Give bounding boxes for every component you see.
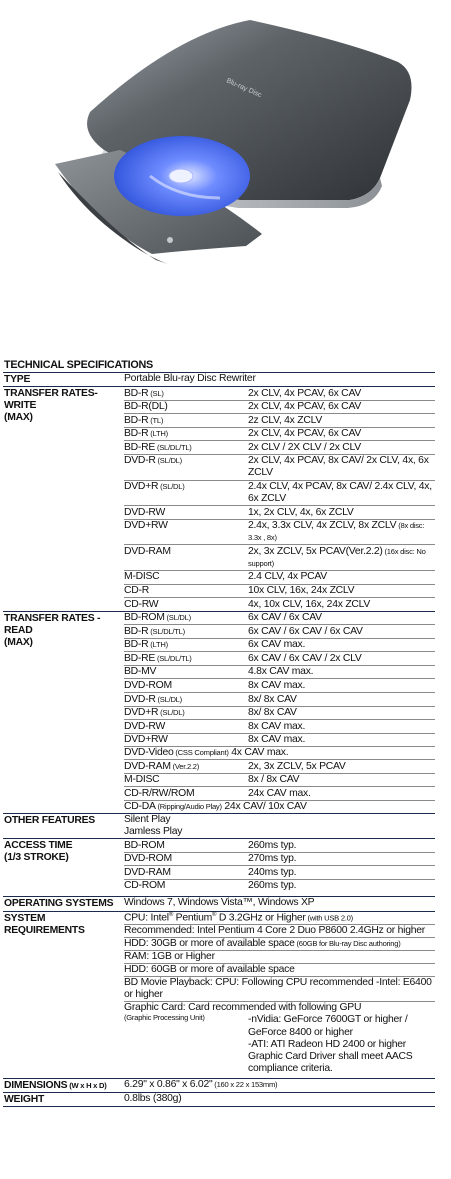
disc-type: DVD-ROM: [124, 853, 172, 865]
spec-row: [124, 719, 435, 733]
sysreq-ram: RAM: 1GB or Higher: [124, 950, 435, 963]
type-group: [3, 372, 435, 386]
other-features-group: [3, 813, 435, 838]
speed-value: 4.8x CAV max.: [248, 666, 314, 678]
spec-row: [124, 584, 435, 598]
speed-value: 2.4x CLV, 4x PCAV, 8x CAV/ 2.4x CLV, 4x, 6x ZCLV: [248, 481, 432, 505]
os-label: OPERATING SYSTEMS: [4, 898, 114, 910]
spec-row: [124, 519, 435, 545]
spec-row: [124, 733, 435, 747]
speed-value: 2x CLV, 4x PCAV, 8x CAV/ 2x CLV, 4x, 6x ZCLV: [248, 455, 429, 479]
spec-row: [124, 638, 435, 652]
spec-row: [124, 624, 435, 638]
other-features-label: OTHER FEATURES: [4, 815, 95, 827]
disc-type: DVD-RAM: [124, 866, 171, 878]
spec-row: [124, 759, 435, 773]
sysreq-bd-playback: BD Movie Playback: CPU: Following CPU recommended -Intel: E6400 or higher: [124, 976, 435, 1001]
spec-row: [124, 413, 435, 427]
weight-value: 0.8lbs (380g): [124, 1092, 182, 1104]
spec-row: [124, 480, 435, 506]
disc-type: DVD+R (SL/DL): [124, 481, 185, 492]
spec-row: [124, 597, 435, 611]
speed-value: 2x CLV / 2X CLV / 2x CLV: [248, 441, 361, 453]
os-value: Windows 7, Windows Vista™, Windows XP: [124, 897, 315, 909]
disc-tray: [55, 136, 262, 264]
disc-type: BD-ROM (SL/DL): [124, 612, 191, 624]
disc-type: DVD-R (SL/DL): [124, 693, 182, 705]
spec-row: [124, 387, 435, 400]
speed-value: 8x/ 8x CAV: [248, 707, 297, 719]
spec-row: [124, 786, 435, 800]
access-row: [124, 865, 435, 879]
speed-value: 2x CLV, 4x PCAV, 6x CAV: [248, 401, 362, 413]
spec-row: [124, 400, 435, 414]
gpu-driver: Graphic Card Driver shall meet AACS compliance criteria.: [248, 1050, 413, 1074]
spec-row: [124, 570, 435, 584]
disc-type: CD-R: [124, 585, 149, 596]
feature-item: Silent Play: [124, 814, 171, 826]
spec-row: [124, 773, 435, 787]
spec-row: [124, 651, 435, 665]
sysreq-recommended: Recommended: Intel Pentium 4 Core 2 Duo P8600 2.4GHz or higher: [124, 924, 435, 937]
access-time-label: ACCESS TIME (1/3 STROKE): [4, 840, 73, 864]
eject-button[interactable]: [167, 237, 173, 243]
inline-spec: CD-DA (Ripping/Audio Play) 24x CAV/ 10x CAV: [124, 801, 307, 812]
feature-item: Jamless Play: [124, 826, 183, 838]
dimensions-label: DIMENSIONS (W x H x D): [4, 1079, 107, 1091]
sysreq-hdd: HDD: 30GB or more of available space (60GB for Blu-ray Disc authoring): [124, 937, 435, 950]
access-time-value: 260ms typ.: [248, 839, 297, 851]
os-group: [3, 896, 435, 910]
disc-type: BD-RE (SL/DL/TL): [124, 652, 192, 664]
disc-type: BD-R (TL): [124, 414, 164, 426]
speed-value: 6x CAV max.: [248, 639, 306, 651]
access-time-value: 240ms typ.: [248, 866, 297, 878]
access-row: [124, 852, 435, 866]
disc-type: CD-R/RW/ROM: [124, 787, 195, 799]
speed-value: 4x, 10x CLV, 16x, 24x ZCLV: [248, 598, 371, 610]
write-group: [3, 386, 435, 611]
sysreq-label: SYSTEM REQUIREMENTS: [4, 912, 85, 936]
disc-type: BD-R (LTH): [124, 639, 168, 651]
access-time-group: [3, 838, 435, 892]
dimensions-value: 6.29" x 0.86" x 6.02" (160 x 22 x 153mm): [124, 1078, 278, 1090]
access-time-value: 260ms typ.: [248, 880, 297, 892]
speed-value: 8x CAV max.: [248, 679, 306, 691]
disc-type: DVD+R (SL/DL): [124, 707, 185, 719]
access-row: [124, 839, 435, 852]
speed-value: 2x CLV, 4x PCAV, 6x CAV: [248, 387, 362, 399]
speed-value: 2.4 CLV, 4x PCAV: [248, 571, 327, 583]
spec-title: TECHNICAL SPECIFICATIONS: [4, 359, 153, 371]
speed-value: 10x CLV, 16x, 24x ZCLV: [248, 585, 355, 596]
disc-type: BD-ROM: [124, 839, 165, 851]
disc-type: DVD-ROM: [124, 679, 172, 691]
read-label: TRANSFER RATES - READ (MAX): [4, 612, 101, 648]
sysreq-hdd2: HDD: 60GB or more of available space: [124, 963, 435, 976]
disc-type: DVD+RW: [124, 520, 168, 532]
spec-row: [124, 544, 435, 570]
weight-label: WEIGHT: [4, 1093, 45, 1105]
access-row: [124, 879, 435, 893]
spec-row: [124, 800, 435, 813]
speed-value: 8x CAV max.: [248, 734, 306, 746]
speed-value: 24x CAV max.: [248, 787, 311, 799]
access-time-value: 270ms typ.: [248, 853, 297, 865]
speed-value: 6x CAV / 6x CAV / 2x CLV: [248, 652, 362, 664]
inline-spec: DVD-Video (CSS Compliant) 4x CAV max.: [124, 747, 289, 759]
gpu-nvidia: -nVidia: GeForce 7600GT or higher / GeForce 8400 or higher: [248, 1014, 408, 1038]
specifications-table: [3, 359, 435, 1107]
disc-type: CD-ROM: [124, 880, 166, 892]
disc-type: BD-R (SL/DL/TL): [124, 625, 185, 637]
disc-type: BD-R (SL): [124, 387, 164, 399]
sysreq-cpu: CPU: Intel® Pentium® D 3.2GHz or Higher (with USB 2.0): [124, 911, 353, 923]
speed-value: 6x CAV / 6x CAV / 6x CAV: [248, 625, 363, 637]
speed-value: 2z CLV, 4x ZCLV: [248, 414, 323, 426]
speed-value: 8x/ 8x CAV: [248, 693, 297, 705]
spec-row: [124, 692, 435, 706]
sysreq-group: [3, 911, 435, 1075]
gpu-ati: -ATI: ATI Radeon HD 2400 or higher: [248, 1038, 407, 1050]
speed-value: 2x, 3x ZCLV, 5x PCAV: [248, 760, 346, 772]
speed-value: 8x / 8x CAV: [248, 774, 300, 786]
disc-type: BD-RE (SL/DL/TL): [124, 441, 192, 453]
speed-value: 2x, 3x ZCLV, 5x PCAV(Ver.2.2) (16x disc: No support): [248, 545, 426, 568]
type-label: TYPE: [4, 374, 31, 385]
dimensions-group: [3, 1078, 435, 1092]
gpu-label: (Graphic Processing Unit): [124, 1013, 205, 1023]
disc-type: CD-RW: [124, 598, 159, 610]
speed-value: 1x, 2x CLV, 4x, 6x ZCLV: [248, 506, 354, 518]
spec-row: [124, 505, 435, 519]
disc-type: M-DISC: [124, 774, 160, 786]
spec-row: [124, 612, 435, 625]
disc-type: DVD-R (SL/DL): [124, 455, 182, 467]
disc-type: BD-R(DL): [124, 401, 168, 413]
speed-value: 2.4x, 3.3x CLV, 4x ZCLV, 8x ZCLV (8x disc: 3.3x , 8x): [248, 520, 425, 543]
disc-type: BD-MV: [124, 666, 157, 678]
spec-row: [124, 706, 435, 720]
disc-type: DVD-RAM (Ver.2.2): [124, 760, 200, 772]
disc-type: DVD-RAM: [124, 545, 171, 557]
sysreq-graphic: Graphic Card: Card recommended with following GPU (Graphic Processing Unit) -nVidia: GeForce 7600GT or higher / GeForce 8400 or higher -ATI: ATI Radeon HD 2400 or higher Graphic Card Driver shall meet AACS compliance criteria.: [124, 1001, 435, 1074]
spec-row: [124, 678, 435, 692]
spec-row: [124, 440, 435, 454]
product-image: [0, 0, 451, 350]
speed-value: 2x CLV, 4x PCAV, 6x CAV: [248, 428, 362, 440]
spec-row: [124, 427, 435, 441]
disc-type: BD-R (LTH): [124, 428, 168, 440]
speed-value: 6x CAV / 6x CAV: [248, 612, 322, 624]
speed-value: 8x CAV max.: [248, 720, 306, 732]
spec-row: [124, 454, 435, 480]
read-group: [3, 611, 435, 813]
blu-ray-logo: Blu-ray Disc: [225, 77, 263, 100]
disc-type: M-DISC: [124, 571, 160, 583]
access-rows: [124, 839, 435, 892]
spec-row: [124, 746, 435, 759]
write-rows: [124, 387, 435, 611]
disc-type: DVD+RW: [124, 734, 168, 746]
spec-row: [124, 665, 435, 679]
weight-group: [3, 1092, 435, 1107]
disc-type: DVD-RW: [124, 720, 166, 732]
read-rows: [124, 612, 435, 813]
write-label: TRANSFER RATES-WRITE (MAX): [4, 388, 98, 424]
disc-type: DVD-RW: [124, 506, 166, 518]
type-value: Portable Blu-ray Disc Rewriter: [124, 373, 256, 384]
